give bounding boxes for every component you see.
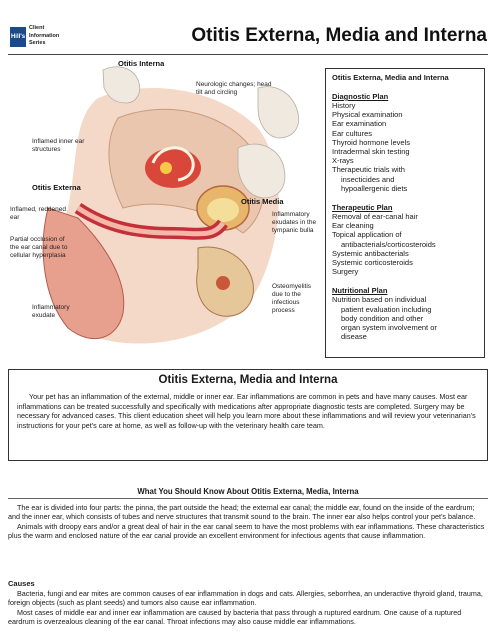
paragraph: The ear is divided into four parts: the pinna, the part outside the head; the external ear canal; the middle ear, found on the inside of the eardrum; and the inner ear, which consists of tubes and nerve structures that transmit sound to the brain. The inner ear also helps control your pet’s balance. bbox=[8, 503, 476, 522]
list-item: Ear cultures bbox=[332, 128, 373, 138]
label-inflamed-reddened: Inflamed, reddened ear bbox=[10, 206, 67, 221]
section-divider bbox=[8, 498, 488, 499]
label-inflammatory-exudate: Inflammatory exudate bbox=[32, 304, 70, 319]
list-item-continued: antibacterials/corticosteroids bbox=[341, 239, 436, 249]
causes-heading: Causes bbox=[8, 579, 35, 588]
logo-line: Client bbox=[29, 25, 45, 31]
therapeutic-plan-heading: Therapeutic Plan bbox=[332, 203, 393, 213]
list-item: Systemic corticosteroids bbox=[332, 258, 413, 268]
paragraph: Bacteria, fungi and ear mites are common causes of ear inflammation in dogs and cats. Allergies, seborrhea, an underactive thyroid gland, trauma, foreign objects (such as plant seeds) and tumors also cause ear inflammation. bbox=[8, 589, 483, 608]
list-item: Topical application of bbox=[332, 230, 402, 240]
list-item-continued: insecticides and bbox=[341, 174, 395, 184]
paragraph: Animals with droopy ears and/or a great deal of hair in the ear canal seem to have the most problems with ear inflammations. These characteristics plus the warm and enclosed nature of the ear canal provide an excellent environment for infectious agents that cause inflammation. bbox=[8, 521, 485, 540]
diagnostic-plan-heading: Diagnostic Plan bbox=[332, 92, 389, 101]
ear-illustration bbox=[8, 58, 320, 358]
list-item: Nutrition based on individual bbox=[332, 295, 427, 305]
label-inflammatory-exudates: Inflammatory exudates in the tympanic bulla bbox=[272, 211, 317, 234]
brand-series-label bbox=[29, 25, 59, 48]
label-neurologic-changes: Neurologic changes; head tilt and circling bbox=[196, 81, 272, 96]
label-otitis-interna: Otitis Interna bbox=[118, 59, 165, 68]
list-item: Physical examination bbox=[332, 110, 403, 120]
list-item-continued: body condition and other bbox=[341, 313, 424, 323]
intro-box bbox=[8, 369, 488, 461]
page-title: Otitis Externa, Media and Interna bbox=[191, 25, 487, 46]
list-item: Surgery bbox=[332, 267, 359, 277]
intro-paragraph: Your pet has an inflammation of the external, middle or inner ear. Ear inflammations are common in pets and have many causes. Most ear inflammations can be treated successfully and specifically with medications after appropriate diagnostic tests are completed. Surgery may be necessary for advanced cases. This client education sheet will help you learn more about these inflammations and will review your veterinarian’s instructions for your pet’s care at home, as well as follow-up with the veterinary health care team. bbox=[17, 392, 476, 430]
list-item: Removal of ear-canal hair bbox=[332, 212, 418, 222]
list-item: History bbox=[332, 101, 356, 110]
label-osteomyelitis: Osteomyelitis due to the infectious process bbox=[272, 283, 312, 314]
header-divider bbox=[8, 54, 488, 55]
label-inflamed-inner: Inflamed inner ear structures bbox=[32, 138, 85, 153]
list-item-continued: disease bbox=[341, 332, 367, 342]
logo-line: Series bbox=[29, 40, 46, 46]
list-item: Systemic antibacterials bbox=[332, 248, 409, 258]
list-item: Ear examination bbox=[332, 119, 387, 129]
list-item-continued: organ system involvement or bbox=[341, 323, 437, 333]
label-otitis-media: Otitis Media bbox=[241, 197, 284, 206]
label-otitis-externa: Otitis Externa bbox=[32, 183, 81, 192]
brand-logo-mark: Hill's bbox=[10, 27, 26, 47]
paragraph: Most cases of middle ear and inner ear inflammation are caused by bacteria that pass through a ruptured eardrum. One cause of a ruptured eardrum is overzealous cleaning of the ear canal. Throat infections may also cause middle ear inflammations. bbox=[8, 607, 462, 626]
causes-paragraphs bbox=[8, 589, 488, 626]
summary-sidebar bbox=[325, 68, 485, 358]
list-item: Thyroid hormone levels bbox=[332, 137, 410, 147]
list-item-continued: hypoallergenic diets bbox=[341, 183, 408, 193]
label-partial-occlusion: Partial occlusion of the ear canal due to cellular hyperplasia bbox=[10, 236, 68, 259]
list-item: X-rays bbox=[332, 156, 354, 166]
list-item: Intradermal skin testing bbox=[332, 147, 410, 157]
list-item-continued: patient evaluation including bbox=[341, 304, 432, 314]
logo-line: Information bbox=[29, 32, 60, 39]
section-heading: What You Should Know About Otitis Externa, Media, Interna bbox=[137, 487, 359, 496]
list-item: Therapeutic trials with bbox=[332, 165, 405, 175]
list-item: Ear cleaning bbox=[332, 221, 374, 231]
intro-title: Otitis Externa, Media and Interna bbox=[158, 374, 338, 386]
body-paragraphs bbox=[8, 503, 488, 540]
sidebar-title: Otitis Externa, Media and Interna bbox=[332, 73, 449, 82]
nutritional-plan-heading: Nutritional Plan bbox=[332, 286, 388, 296]
